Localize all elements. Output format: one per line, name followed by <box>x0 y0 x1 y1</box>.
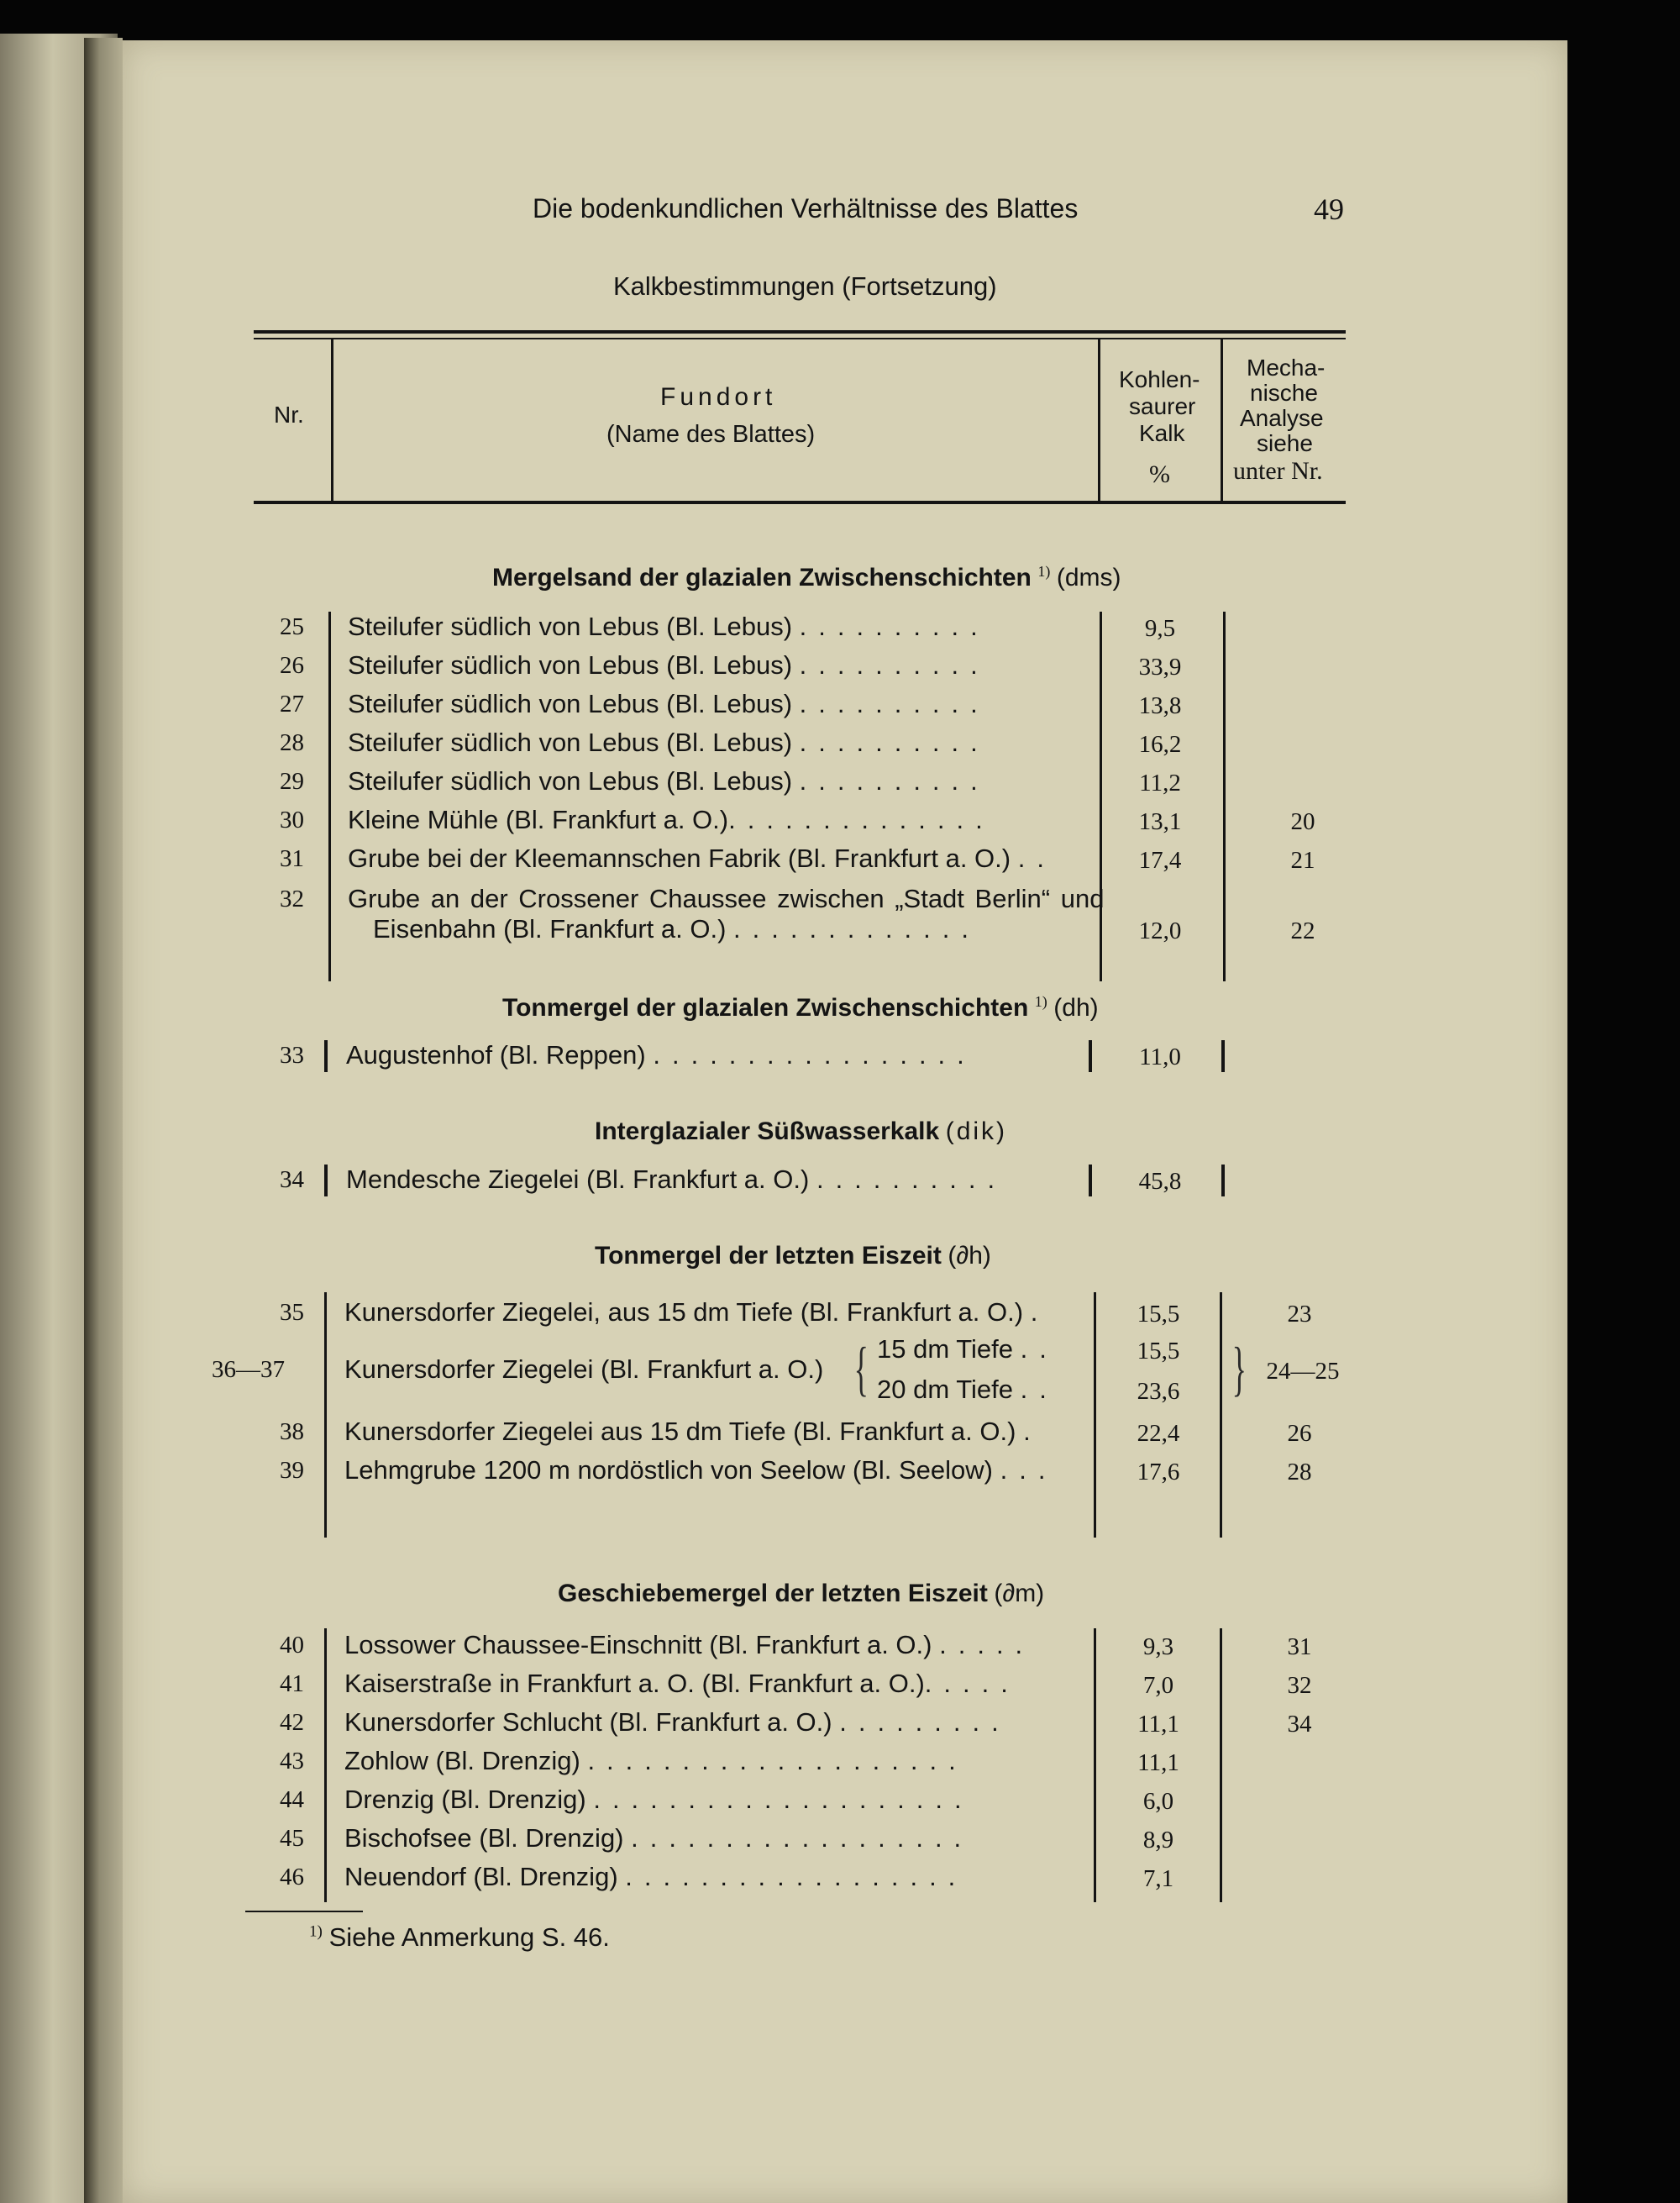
row-nr: 36—37 <box>212 1356 285 1383</box>
row-ref: 32 <box>1287 1672 1312 1699</box>
row-nr: 29 <box>280 768 304 795</box>
header-divider-3 <box>1221 339 1223 501</box>
row-kalk: 15,5 <box>1137 1301 1180 1328</box>
row-fundort-cont: Eisenbahn (Bl. Frankfurt a. O.) ............. <box>373 914 980 944</box>
row-kalk: 22,4 <box>1137 1420 1180 1447</box>
running-header-title: Die bodenkundlichen Verhältnisse des Blattes <box>533 193 1079 223</box>
header-bottom-rule <box>254 501 1346 504</box>
row-nr: 45 <box>280 1825 304 1852</box>
col-header-mech-2: nische <box>1250 380 1318 406</box>
row-divider-ref <box>1221 1040 1225 1072</box>
row-kalk: 13,1 <box>1138 808 1182 835</box>
row-ref: 28 <box>1287 1459 1312 1485</box>
fundort-text: Lehmgrube 1200 m nordöstlich von Seelow (Bl. Seelow) <box>344 1455 993 1485</box>
fundort-text: Bischofsee (Bl. Drenzig) <box>344 1823 624 1853</box>
row-kalk: 11,2 <box>1139 770 1181 797</box>
footnote-ref: 1) <box>1034 993 1047 1010</box>
row-kalk: 12,0 <box>1138 917 1182 944</box>
row-fundort: Steilufer südlich von Lebus (Bl. Lebus) .......... <box>348 689 990 718</box>
row-kalk: 15,5 <box>1137 1338 1180 1364</box>
row-divider-kalk <box>1094 1292 1096 1538</box>
row-kalk: 11,0 <box>1139 1044 1181 1070</box>
row-kalk: 17,6 <box>1137 1459 1180 1485</box>
row-nr: 30 <box>280 807 304 833</box>
row-divider-ref <box>1220 1292 1222 1538</box>
row-kalk: 7,0 <box>1142 1672 1174 1699</box>
row-ref: 24—25 <box>1266 1358 1340 1385</box>
table-caption: Kalkbestimmungen (Fortsetzung) <box>613 271 997 301</box>
fundort-text: Lossower Chaussee-Einschnitt (Bl. Frankfurt a. O.) <box>344 1630 932 1659</box>
section-title: Tonmergel der glazialen Zwischenschichten <box>502 994 1029 1022</box>
row-kalk: 17,4 <box>1138 847 1182 874</box>
fundort-text: Kaiserstraße in Frankfurt a. O. (Bl. Frankfurt a. O.) <box>344 1669 925 1698</box>
section-title: Interglazialer Süßwasserkalk <box>595 1117 940 1145</box>
fundort-text: Drenzig (Bl. Drenzig) <box>344 1785 586 1814</box>
row-ref: 21 <box>1290 847 1315 874</box>
fundort-text: Steilufer südlich von Lebus (Bl. Lebus) <box>348 689 793 718</box>
row-fundort: Kunersdorfer Ziegelei aus 15 dm Tiefe (Bl. Frankfurt a. O.) . <box>344 1417 1042 1446</box>
row-sub-depth-1: 15 dm Tiefe .. <box>877 1334 1058 1364</box>
fundort-text: Kleine Mühle (Bl. Frankfurt a. O.) <box>348 805 729 834</box>
section-heading-2 <box>502 993 1099 1023</box>
row-ref: 22 <box>1290 917 1315 944</box>
row-kalk: 7,1 <box>1142 1865 1174 1892</box>
row-sub-depth-2: 20 dm Tiefe .. <box>877 1375 1058 1404</box>
fundort-text: Kunersdorfer Ziegelei, aus 15 dm Tiefe (Bl. Frankfurt a. O.) <box>344 1297 1024 1327</box>
col-header-mech-4: siehe <box>1257 430 1313 456</box>
row-nr: 46 <box>280 1864 304 1890</box>
fundort-text: Augustenhof (Bl. Reppen) <box>346 1040 646 1070</box>
row-fundort: Drenzig (Bl. Drenzig) .................... <box>344 1785 974 1814</box>
row-ref: 34 <box>1287 1711 1312 1738</box>
row-nr: 40 <box>280 1632 304 1659</box>
row-nr: 33 <box>280 1042 304 1069</box>
fundort-text: Grube bei der Kleemannschen Fabrik (Bl. Frankfurt a. O.) <box>348 844 1011 873</box>
row-divider-ref <box>1223 612 1226 981</box>
section-code: (∂h) <box>948 1242 991 1270</box>
row-divider-nr <box>324 1165 328 1196</box>
row-divider-kalk <box>1089 1040 1092 1072</box>
footnote <box>309 1922 610 1953</box>
section-code: (dms) <box>1056 564 1121 591</box>
fundort-text: Steilufer südlich von Lebus (Bl. Lebus) <box>348 612 793 641</box>
row-kalk: 13,8 <box>1138 692 1182 719</box>
row-nr: 26 <box>280 652 304 679</box>
footnote-mark: 1) <box>309 1922 323 1941</box>
page-number: 49 <box>1314 192 1344 226</box>
row-kalk: 8,9 <box>1142 1827 1174 1853</box>
fundort-text: Steilufer südlich von Lebus (Bl. Lebus) <box>348 766 793 796</box>
row-fundort: Augustenhof (Bl. Reppen) ................. <box>346 1040 976 1070</box>
row-nr: 25 <box>280 613 304 640</box>
col-header-nr: Nr. <box>274 402 304 428</box>
table-top-rule-thin <box>254 338 1346 339</box>
row-divider-ref <box>1221 1165 1225 1196</box>
row-fundort: Kunersdorfer Ziegelei (Bl. Frankfurt a. O.) <box>344 1354 824 1384</box>
row-nr: 28 <box>280 729 304 756</box>
row-divider-ref <box>1220 1628 1222 1902</box>
row-ref: 31 <box>1287 1633 1312 1660</box>
table-top-rule <box>254 330 1346 334</box>
header-divider-1 <box>331 339 333 501</box>
row-kalk: 33,9 <box>1138 654 1182 681</box>
section-title: Mergelsand der glazialen Zwischenschichten <box>492 564 1032 591</box>
col-header-kalk-4: % <box>1149 460 1170 488</box>
row-divider-kalk <box>1089 1165 1092 1196</box>
footnote-text: Siehe Anmerkung S. 46. <box>328 1922 610 1952</box>
fundort-text: Kunersdorfer Ziegelei aus 15 dm Tiefe (Bl. Frankfurt a. O.) <box>344 1417 1016 1446</box>
row-kalk: 11,1 <box>1137 1711 1179 1738</box>
row-fundort: Lehmgrube 1200 m nordöstlich von Seelow (Bl. Seelow) ... <box>344 1455 1058 1485</box>
footnote-rule <box>245 1911 363 1912</box>
fundort-text: Mendesche Ziegelei (Bl. Frankfurt a. O.) <box>346 1165 810 1194</box>
col-header-fundort: Fundort <box>660 383 777 411</box>
section-code: (∂m) <box>994 1580 1045 1607</box>
row-fundort: Bischofsee (Bl. Drenzig) .................. <box>344 1823 974 1853</box>
row-nr: 35 <box>280 1299 304 1326</box>
fundort-text: Zohlow (Bl. Drenzig) <box>344 1746 580 1775</box>
row-divider-nr <box>324 1040 328 1072</box>
row-fundort: Lossower Chaussee-Einschnitt (Bl. Frankfurt a. O.) ..... <box>344 1630 1035 1659</box>
depth-text-2: 20 dm Tiefe <box>877 1375 1013 1404</box>
book-page <box>123 40 1567 2203</box>
brace-left: { <box>853 1335 869 1402</box>
row-nr: 39 <box>280 1457 304 1484</box>
footnote-ref: 1) <box>1037 563 1051 580</box>
row-kalk: 16,2 <box>1138 731 1182 758</box>
row-nr: 44 <box>280 1786 304 1813</box>
row-divider-nr <box>324 1292 327 1538</box>
row-divider-kalk <box>1094 1628 1096 1902</box>
row-divider-nr <box>328 612 331 981</box>
row-ref: 20 <box>1290 808 1315 835</box>
row-kalk: 9,3 <box>1142 1633 1174 1660</box>
fundort-text-2: Eisenbahn (Bl. Frankfurt a. O.) <box>373 914 727 944</box>
row-kalk: 6,0 <box>1142 1788 1174 1815</box>
row-ref: 26 <box>1287 1420 1312 1447</box>
section-code: (dh) <box>1053 994 1099 1022</box>
row-fundort: Kunersdorfer Ziegelei, aus 15 dm Tiefe (Bl. Frankfurt a. O.) . <box>344 1297 1050 1327</box>
row-fundort: Mendesche Ziegelei (Bl. Frankfurt a. O.) .......... <box>346 1165 1007 1194</box>
row-nr: 38 <box>280 1418 304 1445</box>
col-header-mech-1: Mecha- <box>1247 355 1326 381</box>
col-header-kalk-1: Kohlen- <box>1119 366 1200 392</box>
row-ref: 23 <box>1287 1301 1312 1328</box>
row-nr: 32 <box>280 886 304 912</box>
fundort-text: Steilufer südlich von Lebus (Bl. Lebus) <box>348 650 793 680</box>
section-title: Geschiebemergel der letzten Eiszeit <box>558 1580 988 1607</box>
row-kalk-2: 23,6 <box>1137 1378 1180 1405</box>
col-header-mech-5: unter Nr. <box>1233 457 1323 485</box>
fundort-text: Steilufer südlich von Lebus (Bl. Lebus) <box>348 728 793 757</box>
row-kalk: 11,1 <box>1137 1749 1179 1776</box>
row-fundort: Zohlow (Bl. Drenzig) .................... <box>344 1746 968 1775</box>
row-fundort: Steilufer südlich von Lebus (Bl. Lebus) .......... <box>348 728 990 757</box>
row-fundort: Kaiserstraße in Frankfurt a. O. (Bl. Frankfurt a. O.)..... <box>344 1669 1020 1698</box>
section-heading-4 <box>595 1242 991 1270</box>
row-fundort: Kleine Mühle (Bl. Frankfurt a. O.).............. <box>348 805 995 834</box>
row-fundort: Kunersdorfer Schlucht (Bl. Frankfurt a. O.) ......... <box>344 1707 1011 1737</box>
row-fundort: Grube bei der Kleemannschen Fabrik (Bl. Frankfurt a. O.) .. <box>348 844 1056 873</box>
row-kalk: 9,5 <box>1144 615 1176 642</box>
section-heading-3 <box>595 1117 1007 1146</box>
col-header-kalk-2: saurer <box>1129 393 1196 419</box>
book-spine <box>84 38 123 2203</box>
col-header-mech-3: Analyse <box>1240 405 1324 431</box>
col-header-fundort-sub: (Name des Blattes) <box>606 421 816 448</box>
fundort-text: Neuendorf (Bl. Drenzig) <box>344 1862 618 1891</box>
row-nr: 43 <box>280 1748 304 1774</box>
row-fundort: Grube an der Crossener Chaussee zwischen „Stadt Berlin“ und <box>348 884 1105 913</box>
row-kalk: 45,8 <box>1138 1168 1182 1195</box>
row-nr: 42 <box>280 1709 304 1736</box>
row-fundort: Steilufer südlich von Lebus (Bl. Lebus) .......... <box>348 650 990 680</box>
section-heading-1 <box>492 563 1121 592</box>
row-nr: 41 <box>280 1670 304 1697</box>
section-title: Tonmergel der letzten Eiszeit <box>595 1242 942 1270</box>
header-divider-2 <box>1098 339 1100 501</box>
row-nr: 31 <box>280 845 304 872</box>
row-fundort: Steilufer südlich von Lebus (Bl. Lebus) .......... <box>348 612 990 641</box>
row-divider-nr <box>324 1628 327 1902</box>
row-fundort: Steilufer südlich von Lebus (Bl. Lebus) .......... <box>348 766 990 796</box>
section-code: (dik) <box>945 1117 1008 1145</box>
section-heading-5 <box>558 1580 1044 1608</box>
row-nr: 27 <box>280 691 304 718</box>
col-header-kalk-3: Kalk <box>1139 420 1185 446</box>
row-fundort: Neuendorf (Bl. Drenzig) .................. <box>344 1862 968 1891</box>
row-nr: 34 <box>280 1166 304 1193</box>
row-divider-kalk <box>1100 612 1102 981</box>
depth-text-1: 15 dm Tiefe <box>877 1334 1013 1364</box>
fundort-text: Kunersdorfer Schlucht (Bl. Frankfurt a. O.) <box>344 1707 832 1737</box>
brace-right: } <box>1231 1335 1247 1402</box>
